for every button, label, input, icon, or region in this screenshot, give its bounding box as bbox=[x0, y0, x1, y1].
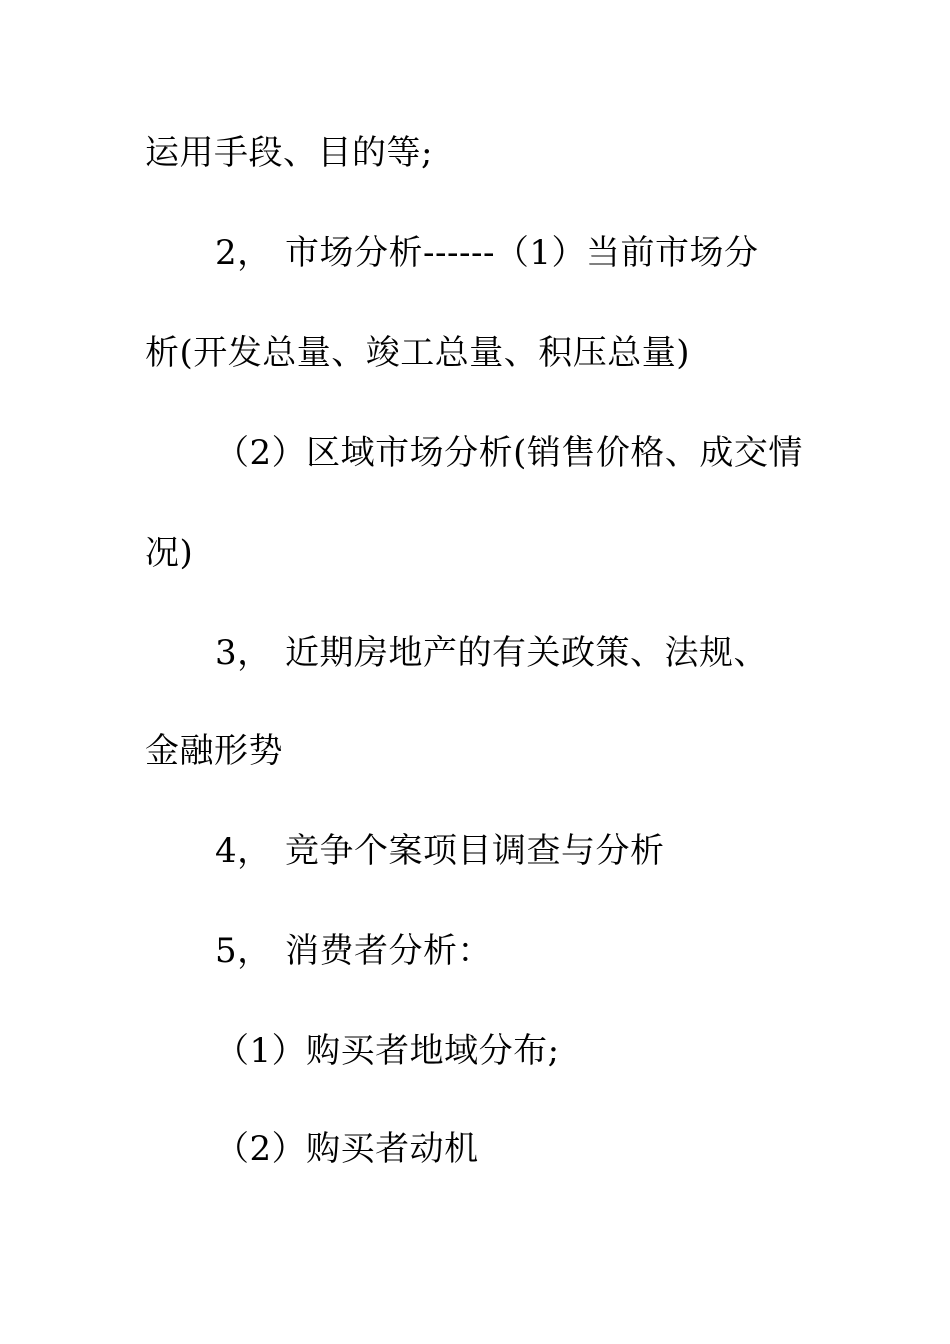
item-number: 2， bbox=[215, 233, 272, 273]
line-text: 析(开发总量、竣工总量、积压总量) bbox=[145, 333, 691, 373]
item-number: 5， bbox=[215, 931, 272, 971]
list-item-5 bbox=[215, 931, 492, 971]
paragraph-line bbox=[145, 731, 283, 771]
sub-item-line bbox=[215, 1129, 479, 1169]
line-text: 市场分析------（1）当前市场分 bbox=[285, 233, 759, 273]
paragraph-line bbox=[145, 533, 193, 573]
sub-item-line bbox=[215, 1031, 560, 1071]
sub-item-line bbox=[215, 433, 803, 473]
line-text: 运用手段、目的等; bbox=[145, 133, 433, 173]
line-text: 况) bbox=[145, 533, 194, 573]
line-text: 消费者分析： bbox=[285, 931, 492, 971]
item-number: 3， bbox=[215, 633, 272, 673]
line-text: 金融形势 bbox=[145, 731, 283, 771]
list-item-4 bbox=[215, 831, 665, 871]
paragraph-line bbox=[145, 333, 690, 373]
paragraph-line bbox=[145, 133, 433, 173]
line-text: （1）购买者地域分布; bbox=[215, 1031, 560, 1071]
list-item-3 bbox=[215, 633, 768, 673]
line-text: 竞争个案项目调查与分析 bbox=[285, 831, 665, 871]
line-text: （2）购买者动机 bbox=[215, 1129, 479, 1169]
item-number: 4， bbox=[215, 831, 272, 871]
list-item-2 bbox=[215, 233, 759, 273]
line-text: 近期房地产的有关政策、法规、 bbox=[285, 633, 768, 673]
line-text: （2）区域市场分析(销售价格、成交情 bbox=[215, 433, 803, 473]
